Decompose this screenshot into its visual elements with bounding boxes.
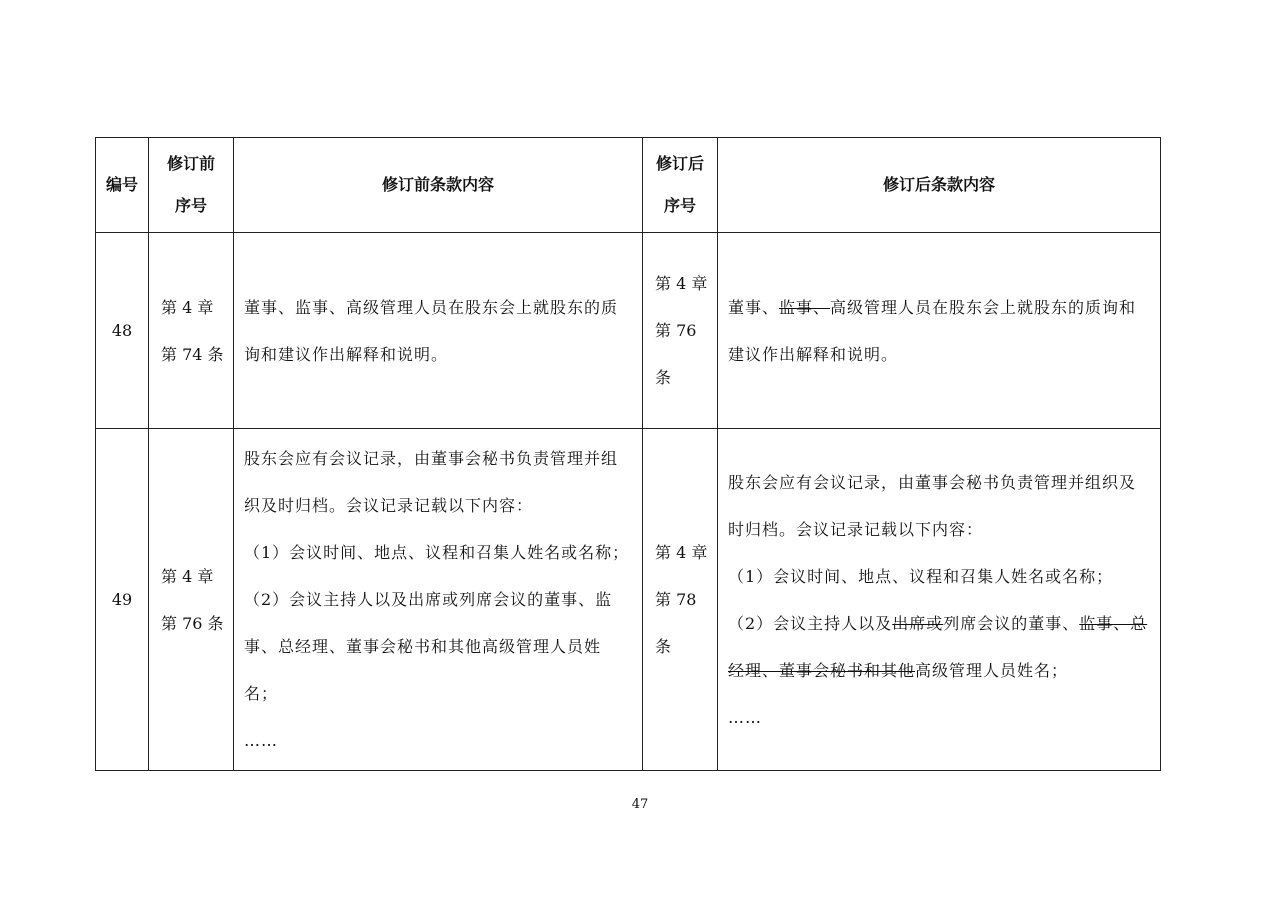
text-segment: （2）会议主持人以及 — [728, 613, 893, 633]
before-seq-article: 第 76 条 — [161, 613, 224, 633]
before-text-cell — [234, 429, 643, 771]
header-before-seq — [149, 138, 234, 233]
after-text-cell — [718, 233, 1161, 429]
row-no: 48 — [96, 233, 149, 429]
after-text-cell — [718, 429, 1161, 771]
before-seq-article: 第 74 条 — [161, 344, 224, 364]
header-no: 编号 — [96, 138, 149, 233]
header-after-text: 修订后条款内容 — [718, 138, 1161, 233]
text-segment: （1）会议时间、地点、议程和召集人姓名或名称； — [728, 566, 1114, 586]
after-seq-chapter: 第 4 章 — [655, 274, 708, 293]
after-seq-chapter: 第 4 章 — [655, 543, 708, 562]
text-segment: 董事、 — [728, 297, 780, 317]
before-text-ellipsis: …… — [244, 731, 278, 750]
revision-table — [95, 137, 1161, 771]
after-text-paragraph — [728, 459, 1150, 553]
before-text-item: （1）会议时间、地点、议程和召集人姓名或名称； — [244, 543, 630, 562]
before-text-paragraph: 董事、监事、高级管理人员在股东会上就股东的质询和建议作出解释和说明。 — [244, 297, 619, 364]
header-after-seq-line1: 修订后 — [655, 154, 704, 173]
before-text-item: （2）会议主持人以及出席或列席会议的董事、监事、总经理、董事会秘书和其他高级管理人员姓名； — [244, 590, 613, 703]
header-before-seq-line1: 修订前 — [166, 154, 215, 173]
after-text-item — [728, 553, 1150, 600]
before-seq-cell — [149, 429, 234, 771]
text-segment: 高级管理人员在股东会上就股东的质询和建议作出解释和说明。 — [728, 297, 1137, 364]
before-seq-chapter: 第 4 章 — [161, 297, 214, 317]
header-after-seq-line2: 序号 — [663, 196, 696, 215]
deleted-text: 出席或 — [892, 613, 944, 633]
after-seq-cell — [643, 429, 718, 771]
header-before-text: 修订前条款内容 — [234, 138, 643, 233]
text-segment: 股东会应有会议记录，由董事会秘书负责管理并组织及时归档。会议记录记载以下内容： — [728, 472, 1137, 539]
after-seq-cell — [643, 233, 718, 429]
before-text-cell — [234, 233, 643, 429]
before-text-paragraph: 股东会应有会议记录，由董事会秘书负责管理并组织及时归档。会议记录记载以下内容： — [244, 449, 619, 515]
after-text-item — [728, 694, 1150, 741]
deleted-text: 监事、总经理、董事会秘书和其他 — [728, 613, 1148, 680]
deleted-text: 监事、 — [779, 297, 831, 317]
after-text-paragraph — [728, 284, 1150, 378]
before-seq-cell — [149, 233, 234, 429]
row-no: 49 — [96, 429, 149, 771]
page-number: 47 — [631, 797, 649, 812]
text-segment: 列席会议的董事、 — [943, 613, 1080, 633]
table-row — [96, 429, 1161, 771]
after-text-item — [728, 600, 1150, 694]
after-seq-article: 第 78 — [655, 590, 697, 609]
table-header-row — [96, 138, 1161, 233]
after-seq-suffix: 条 — [655, 637, 672, 656]
header-after-seq — [643, 138, 718, 233]
header-before-seq-line2: 序号 — [174, 196, 207, 215]
after-seq-suffix: 条 — [655, 368, 672, 387]
table-row — [96, 233, 1161, 429]
text-segment: …… — [728, 707, 762, 727]
after-seq-article: 第 76 — [655, 321, 697, 340]
before-seq-chapter: 第 4 章 — [161, 566, 214, 586]
text-segment: 高级管理人员姓名； — [915, 660, 1069, 680]
